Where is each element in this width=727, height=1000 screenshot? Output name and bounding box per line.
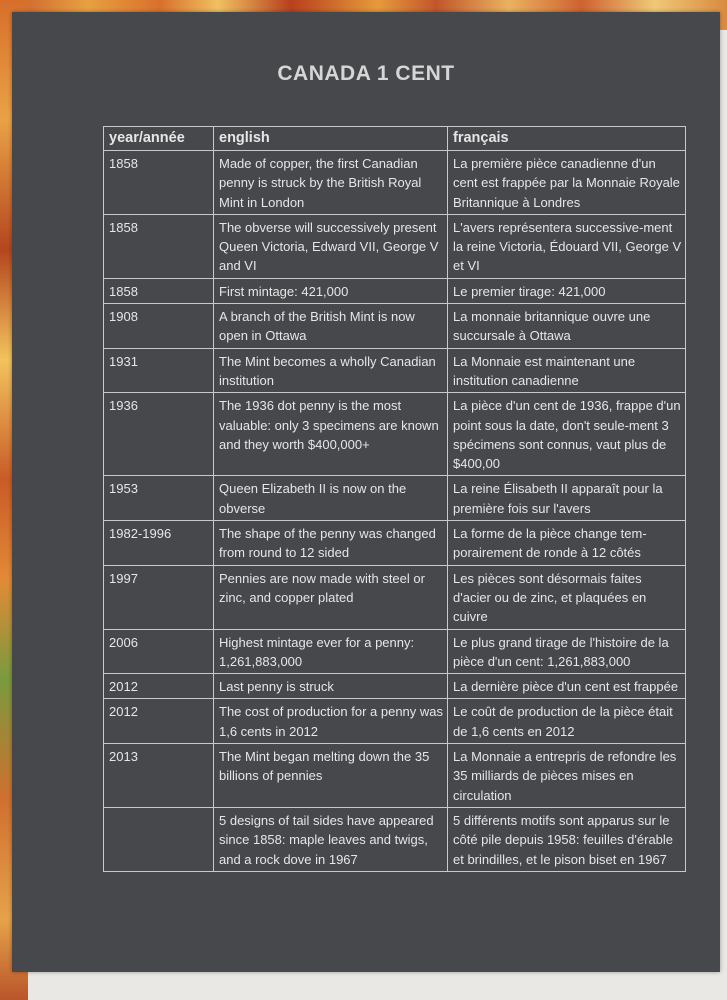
cell-year: 1953	[104, 476, 214, 521]
cell-year: 1858	[104, 278, 214, 303]
cell-french: Les pièces sont désormais faites d'acier ou de zinc, et plaquées en cuivre	[448, 565, 686, 629]
cell-french: Le coût de production de la pièce était de 1,6 cents en 2012	[448, 699, 686, 744]
table-row	[104, 151, 686, 215]
cell-french: La dernière pièce d'un cent est frappée	[448, 674, 686, 699]
table-row	[104, 521, 686, 566]
timeline-table	[103, 126, 686, 872]
table-row	[104, 214, 686, 278]
cell-english: Queen Elizabeth II is now on the obverse	[214, 476, 448, 521]
cell-english: 5 designs of tail sides have appeared since 1858: maple leaves and twigs, and a rock dove in 1967	[214, 807, 448, 871]
table-row	[104, 674, 686, 699]
cell-french: La forme de la pièce change tem-porairement de ronde à 12 côtés	[448, 521, 686, 566]
header-french: français	[448, 127, 686, 151]
header-year: year/année	[104, 127, 214, 151]
cell-year: 2012	[104, 699, 214, 744]
cell-french: La première pièce canadienne d'un cent est frappée par la Monnaie Royale Britannique à Londres	[448, 151, 686, 215]
cell-english: The obverse will successively present Queen Victoria, Edward VII, George V and VI	[214, 214, 448, 278]
cell-french: La pièce d'un cent de 1936, frappe d'un point sous la date, don't seule-ment 3 spécimens sont connus, vaut plus de $400,00	[448, 393, 686, 476]
table-row	[104, 476, 686, 521]
cell-english: The Mint began melting down the 35 billions of pennies	[214, 744, 448, 808]
cell-french: Le premier tirage: 421,000	[448, 278, 686, 303]
page-title: CANADA 1 CENT	[277, 62, 455, 85]
table-row	[104, 565, 686, 629]
cell-year: 2013	[104, 744, 214, 808]
header-english: english	[214, 127, 448, 151]
cell-year: 1982-1996	[104, 521, 214, 566]
table-row	[104, 699, 686, 744]
cell-french: La reine Élisabeth II apparaît pour la première fois sur l'avers	[448, 476, 686, 521]
cell-english: The shape of the penny was changed from round to 12 sided	[214, 521, 448, 566]
cell-english: The Mint becomes a wholly Canadian institution	[214, 348, 448, 393]
cell-french: La Monnaie a entrepris de refondre les 35 milliards de pièces mises en circulation	[448, 744, 686, 808]
cell-english: Made of copper, the first Canadian penny is struck by the British Royal Mint in London	[214, 151, 448, 215]
table-row	[104, 629, 686, 674]
cell-french: La monnaie britannique ouvre une succursale à Ottawa	[448, 304, 686, 349]
cell-year: 1936	[104, 393, 214, 476]
cell-year: 2012	[104, 674, 214, 699]
table-row	[104, 304, 686, 349]
cell-year: 1858	[104, 214, 214, 278]
cell-english: Last penny is struck	[214, 674, 448, 699]
cell-year: 2006	[104, 629, 214, 674]
cell-year	[104, 807, 214, 871]
cell-year: 1997	[104, 565, 214, 629]
table-row	[104, 807, 686, 871]
cell-french: La Monnaie est maintenant une institution canadienne	[448, 348, 686, 393]
cell-english: Highest mintage ever for a penny: 1,261,883,000	[214, 629, 448, 674]
cell-year: 1931	[104, 348, 214, 393]
cell-french: Le plus grand tirage de l'histoire de la pièce d'un cent: 1,261,883,000	[448, 629, 686, 674]
cell-english: Pennies are now made with steel or zinc, and copper plated	[214, 565, 448, 629]
table-row	[104, 278, 686, 303]
table-row	[104, 744, 686, 808]
cell-french: L'avers représentera successive-ment la reine Victoria, Édouard VII, George V et VI	[448, 214, 686, 278]
table-header-row	[104, 127, 686, 151]
cell-english: The 1936 dot penny is the most valuable: only 3 specimens are known and they worth $400,000+	[214, 393, 448, 476]
cell-year: 1858	[104, 151, 214, 215]
cell-year: 1908	[104, 304, 214, 349]
cell-english: The cost of production for a penny was 1,6 cents in 2012	[214, 699, 448, 744]
cell-french: 5 différents motifs sont apparus sur le côté pile depuis 1958: feuilles d'érable et brindilles, et le pison biset en 1967	[448, 807, 686, 871]
cell-english: A branch of the British Mint is now open in Ottawa	[214, 304, 448, 349]
cell-english: First mintage: 421,000	[214, 278, 448, 303]
table-row	[104, 348, 686, 393]
table-row	[104, 393, 686, 476]
